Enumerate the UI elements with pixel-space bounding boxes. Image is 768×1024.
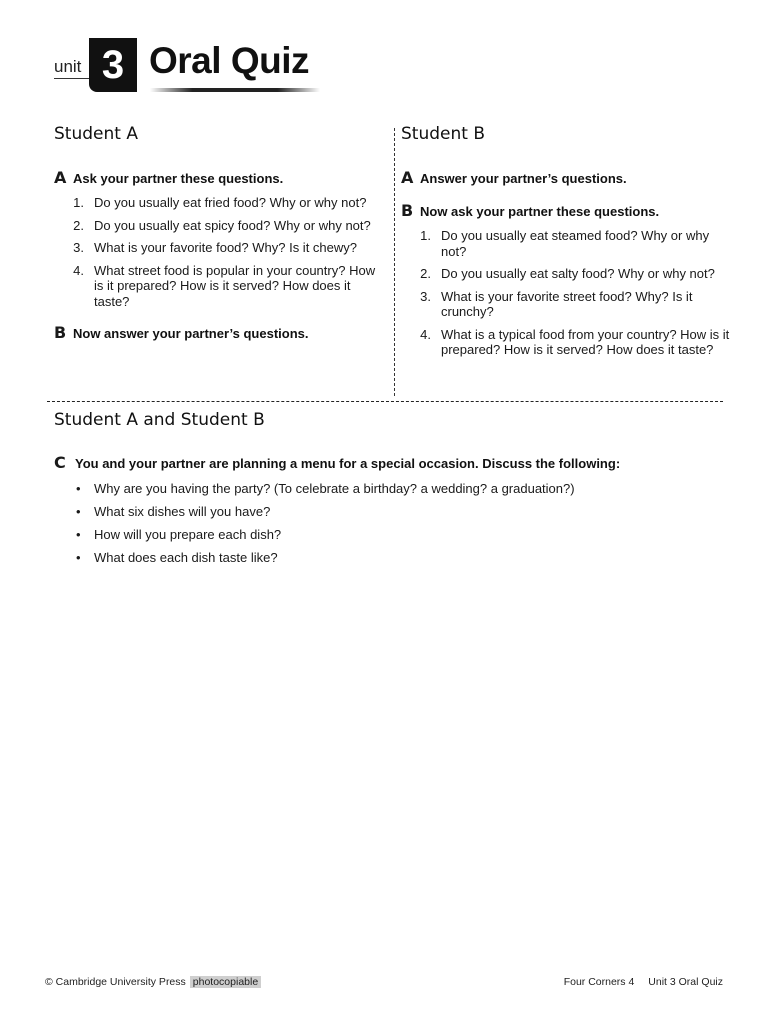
section-instruction: Answer your partner’s questions. — [420, 171, 627, 186]
bullet: • — [76, 527, 81, 542]
section-letter: A — [401, 168, 414, 187]
list-item — [401, 266, 731, 282]
question-text: What is a typical food from your country? How is it prepared? How is it served? How does it taste? — [441, 326, 730, 357]
question-number: 3. — [73, 240, 84, 255]
footer-left — [45, 976, 261, 988]
bullet-text: What six dishes will you have? — [94, 504, 271, 519]
bullet: • — [76, 481, 81, 496]
bullet-text: How will you prepare each dish? — [94, 527, 282, 542]
bullet-text: What does each dish taste like? — [94, 550, 278, 565]
bullet: • — [76, 504, 81, 519]
column-divider — [394, 128, 395, 396]
section-letter: C — [54, 453, 66, 472]
student-b-heading: Student B — [401, 124, 485, 144]
section-instruction: Now ask your partner these questions. — [420, 204, 660, 219]
student-a-question-list — [54, 195, 384, 309]
question-number: 2. — [73, 217, 84, 233]
question-number: 4. — [73, 262, 84, 278]
list-item — [72, 504, 734, 520]
book-title: Four Corners 4 — [563, 976, 635, 988]
student-b-column — [401, 124, 731, 372]
unit-underline — [54, 78, 90, 79]
question-text: What is your favorite street food? Why? Is it crunchy? — [441, 288, 693, 319]
list-item — [72, 550, 734, 566]
bullet-text: Why are you having the party? (To celebrate a birthday? a wedding? a graduation?) — [94, 481, 575, 496]
section-instruction: You and your partner are planning a menu for a special occasion. Discuss the following: — [75, 456, 621, 471]
question-number: 1. — [73, 195, 84, 210]
question-number: 1. — [420, 228, 431, 243]
bullet: • — [76, 550, 81, 565]
copyright-text: © Cambridge University Press — [45, 976, 186, 988]
list-item — [72, 527, 734, 543]
list-item — [54, 263, 384, 310]
unit-label: unit — [54, 57, 82, 76]
title-underline — [150, 88, 320, 92]
unit-number-badge: 3 — [89, 38, 137, 92]
page-label: Unit 3 Oral Quiz — [648, 976, 723, 988]
student-a-column — [54, 124, 384, 350]
question-text: Do you usually eat spicy food? Why or why not? — [94, 217, 371, 233]
question-number: 3. — [420, 288, 431, 304]
question-text: Do you usually eat salty food? Why or why not? — [441, 266, 715, 281]
question-number: 4. — [420, 326, 431, 342]
student-b-section-b — [401, 201, 731, 220]
shared-section — [54, 410, 734, 573]
list-item — [401, 327, 731, 358]
question-text: Do you usually eat steamed food? Why or why not? — [441, 228, 710, 259]
shared-heading: Student A and Student B — [54, 410, 265, 430]
section-letter: B — [54, 323, 67, 342]
student-a-section-b — [54, 323, 384, 342]
list-item — [401, 228, 731, 259]
question-number: 2. — [420, 266, 431, 281]
list-item — [401, 289, 731, 320]
list-item — [54, 240, 384, 256]
photocopiable-badge: photocopiable — [190, 976, 261, 988]
question-text: What is your favorite food? Why? Is it chewy? — [94, 240, 357, 255]
discussion-list — [72, 481, 734, 566]
page-header — [54, 38, 334, 98]
section-divider — [47, 401, 723, 402]
section-instruction: Ask your partner these questions. — [73, 171, 284, 186]
student-b-question-list — [401, 228, 731, 358]
list-item — [72, 481, 734, 497]
section-letter: B — [401, 201, 414, 220]
section-letter: A — [54, 168, 67, 187]
footer-right — [564, 976, 723, 988]
list-item — [54, 218, 384, 234]
list-item — [54, 195, 384, 211]
question-text: Do you usually eat fried food? Why or why not? — [94, 195, 367, 210]
student-b-section-a — [401, 168, 731, 187]
section-instruction: Now answer your partner’s questions. — [73, 326, 309, 341]
page-title: Oral Quiz — [149, 40, 309, 81]
student-a-section-a — [54, 168, 384, 187]
section-c — [54, 453, 734, 472]
student-a-heading: Student A — [54, 124, 138, 144]
question-text: What street food is popular in your country? How is it prepared? How is it served? How does it taste? — [94, 262, 376, 309]
